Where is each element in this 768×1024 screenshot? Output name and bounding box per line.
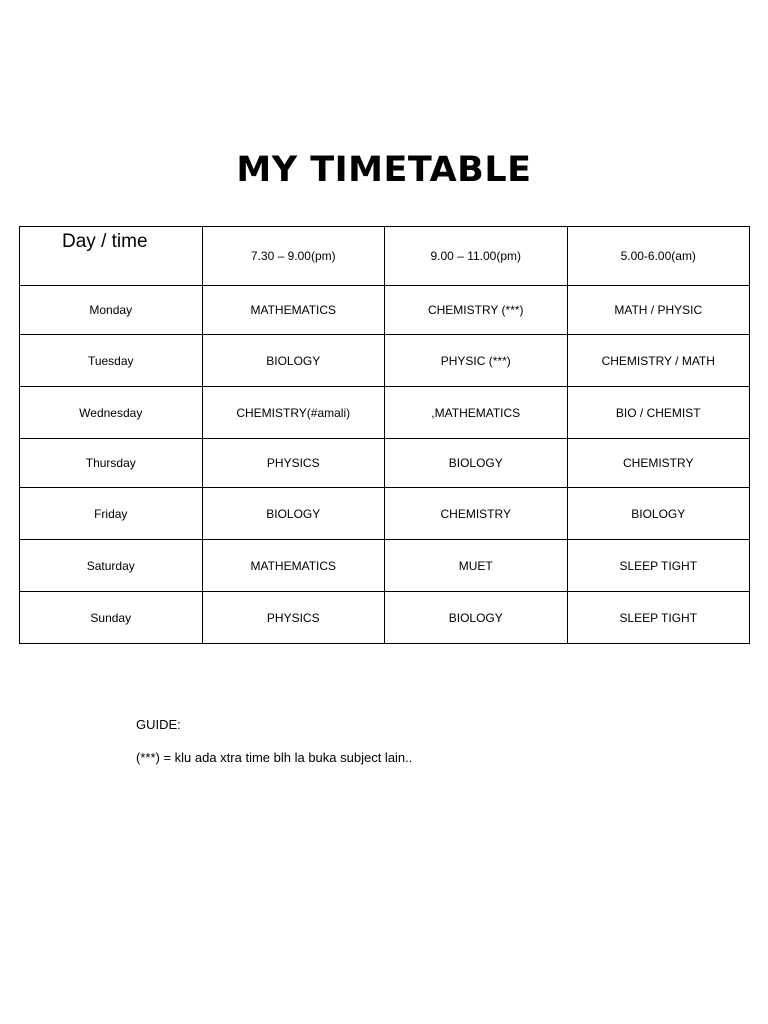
subject-cell: BIOLOGY (202, 488, 385, 540)
table-row (20, 335, 750, 387)
subject-cell: CHEMISTRY (***) (385, 286, 568, 335)
table-row (20, 488, 750, 540)
table-row (20, 592, 750, 644)
table-header-row (20, 227, 750, 286)
table-row (20, 387, 750, 439)
table-row (20, 286, 750, 335)
subject-cell: ,MATHEMATICS (385, 387, 568, 439)
subject-cell: BIOLOGY (385, 439, 568, 488)
slot-header: 7.30 – 9.00(pm) (202, 227, 385, 286)
day-cell: Thursday (20, 439, 203, 488)
table-row (20, 540, 750, 592)
subject-cell: PHYSICS (202, 592, 385, 644)
day-cell: Friday (20, 488, 203, 540)
subject-cell: CHEMISTRY(#amali) (202, 387, 385, 439)
subject-cell: BIOLOGY (202, 335, 385, 387)
table-row (20, 439, 750, 488)
subject-cell: SLEEP TIGHT (567, 592, 750, 644)
subject-cell: CHEMISTRY (385, 488, 568, 540)
subject-cell: MATHEMATICS (202, 286, 385, 335)
subject-cell: PHYSICS (202, 439, 385, 488)
guide-heading: GUIDE: (136, 717, 181, 732)
guide-section (136, 717, 412, 765)
page-title: MY TIMETABLE (236, 150, 532, 190)
subject-cell: MATH / PHYSIC (567, 286, 750, 335)
subject-cell: BIO / CHEMIST (567, 387, 750, 439)
timetable (19, 226, 750, 644)
day-cell: Sunday (20, 592, 203, 644)
subject-cell: BIOLOGY (567, 488, 750, 540)
guide-note: (***) = klu ada xtra time blh la buka subject lain.. (136, 750, 413, 765)
day-cell: Tuesday (20, 335, 203, 387)
day-cell: Monday (20, 286, 203, 335)
subject-cell: SLEEP TIGHT (567, 540, 750, 592)
subject-cell: PHYSIC (***) (385, 335, 568, 387)
subject-cell: MATHEMATICS (202, 540, 385, 592)
subject-cell: CHEMISTRY / MATH (567, 335, 750, 387)
slot-header: 9.00 – 11.00(pm) (385, 227, 568, 286)
day-cell: Saturday (20, 540, 203, 592)
subject-cell: CHEMISTRY (567, 439, 750, 488)
day-cell: Wednesday (20, 387, 203, 439)
slot-header: 5.00-6.00(am) (567, 227, 750, 286)
subject-cell: BIOLOGY (385, 592, 568, 644)
day-time-header: Day / time (20, 227, 203, 286)
subject-cell: MUET (385, 540, 568, 592)
